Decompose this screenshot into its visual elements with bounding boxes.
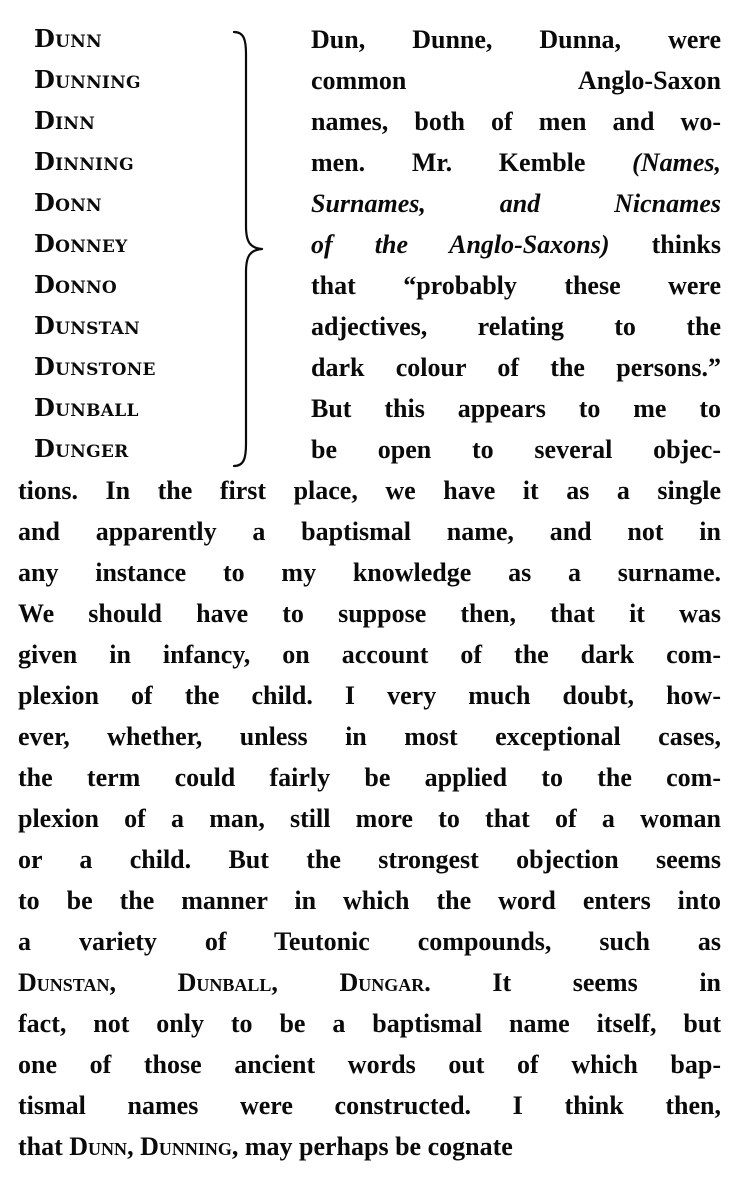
text-line: any instance to my knowledge as a surname. [18,558,721,587]
surname-reference: Dunball [177,968,272,997]
surname-reference: Dunning [140,1132,232,1161]
text-line [311,147,721,188]
text-line: fact, not only to be a baptismal name itself, but [18,1009,721,1038]
text-line: plexion of the child. I very much doubt, how- [18,681,721,710]
right-column-text [311,24,721,475]
surname-entry: Dunstone [34,352,156,381]
text-line: names, both of men and wo- [311,107,721,136]
book-title-text: (Names, [632,148,721,177]
text-line: a variety of Teutonic compounds, such as [18,927,721,956]
text-line: plexion of a man, still more to that of a woman [18,804,721,833]
surname-entry: Dinn [34,106,96,135]
text-line [18,967,721,1008]
surname-entry: Donno [34,270,118,299]
book-title-text: Surnames, and Nicnames [311,189,721,218]
surname-entry: Donney [34,229,128,258]
text-segment: , [271,968,340,997]
text-segment: thinks [609,230,721,259]
text-line: and apparently a baptismal name, and not in [18,517,721,546]
text-line: But this appears to me to [311,394,721,423]
text-line [18,1131,721,1172]
text-line [311,229,721,270]
curly-brace-icon [232,30,266,468]
surname-entry: Donn [34,188,102,217]
text-line: tismal names were constructed. I think then, [18,1091,721,1120]
text-line: Dun, Dunne, Dunna, were [311,25,721,54]
surname-entry: Dunball [34,393,139,422]
body-paragraph [18,475,721,1172]
text-line: ever, whether, unless in most exceptional cases, [18,722,721,751]
text-line [311,188,721,229]
surname-entry: Dunstan [34,311,141,340]
text-segment: , [109,968,178,997]
surname-entry: Dunning [34,65,141,94]
surname-reference: Dunn [69,1132,128,1161]
book-title-text: of the Anglo-Saxons) [311,230,610,259]
text-line: dark colour of the persons.” [311,353,721,382]
text-line: or a child. But the strongest objection seems [18,845,721,874]
text-line: to be the manner in which the word enters into [18,886,721,915]
text-line: given in infancy, on account of the dark com- [18,640,721,669]
text-segment: men. Mr. Kemble [311,148,633,177]
text-line: be open to several objec- [311,435,721,464]
text-line: We should have to suppose then, that it was [18,599,721,628]
surname-entry: Dunn [34,24,102,53]
text-line: tions. In the first place, we have it as a single [18,476,721,505]
text-segment: . It seems in [424,968,722,997]
text-line: that “probably these were [311,271,721,300]
text-segment: , [127,1132,141,1161]
text-segment: that [18,1132,70,1161]
text-line: the term could fairly be applied to the com- [18,763,721,792]
text-segment: , may perhaps be cognate [231,1132,513,1161]
surname-reference: Dungar [339,968,425,997]
surname-reference: Dunstan [18,968,110,997]
text-line: adjectives, relating to the [311,312,721,341]
surname-entry: Dunger [34,434,129,463]
surname-entry: Dinning [34,147,134,176]
surname-list [34,24,234,475]
text-line: one of those ancient words out of which bap- [18,1050,721,1079]
text-line: common Anglo-Saxon [311,66,721,95]
